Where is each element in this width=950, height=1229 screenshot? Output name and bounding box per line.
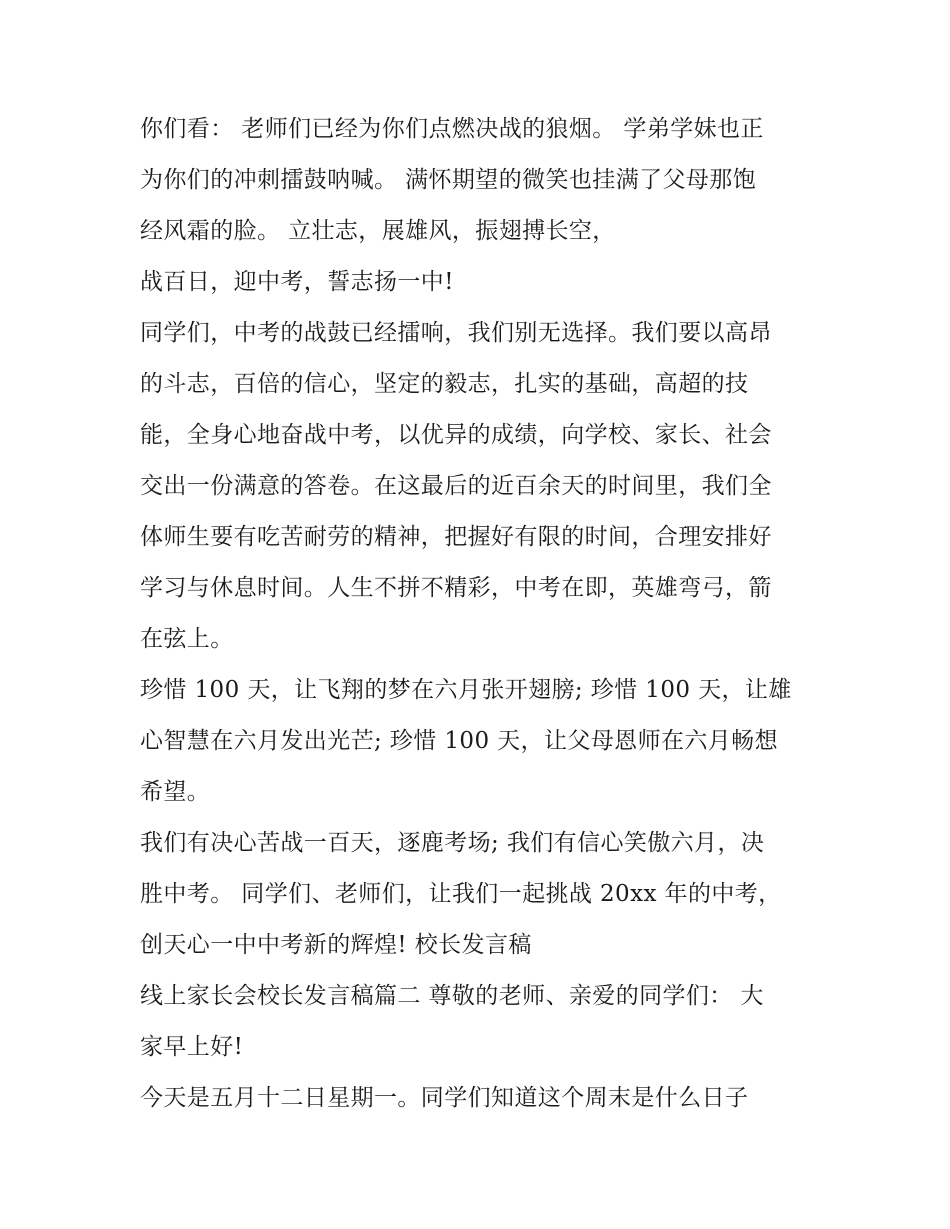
text-line: 希望。	[140, 779, 211, 805]
text-line: 学习与休息时间。人生不拼不精彩，中考在即，英雄弯弓，箭	[140, 575, 772, 601]
text-line: 胜中考。 同学们、老师们，让我们一起挑战 20xx 年的中考，	[140, 881, 782, 907]
text-line: 体师生要有吃苦耐劳的精神，把握好有限的时间，合理安排好	[140, 524, 772, 550]
text-line: 能，全身心地奋战中考，以优异的成绩，向学校、家长、社会	[140, 422, 772, 448]
text-line: 线上家长会校长发言稿篇二 尊敬的老师、亲爱的同学们： 大	[140, 983, 764, 1009]
text-line: 同学们，中考的战鼓已经擂响，我们别无选择。我们要以高昂	[140, 320, 772, 346]
text-line: 家早上好!	[140, 1034, 244, 1060]
text-line: 的斗志，百倍的信心，坚定的毅志，扎实的基础，高超的技	[140, 371, 749, 397]
text-line: 在弦上。	[140, 626, 234, 652]
text-line: 交出一份满意的答卷。在这最后的近百余天的时间里，我们全	[140, 473, 772, 499]
text-line: 心智慧在六月发出光芒; 珍惜 100 天，让父母恩师在六月畅想	[140, 728, 778, 754]
text-line: 你们看： 老师们已经为你们点燃决战的狼烟。 学弟学妹也正	[140, 116, 764, 142]
text-line: 我们有决心苦战一百天，逐鹿考场; 我们有信心笑傲六月，决	[140, 830, 765, 856]
text-line: 战百日，迎中考，誓志扬一中!	[140, 269, 454, 295]
text-line: 珍惜 100 天，让飞翔的梦在六月张开翅膀; 珍惜 100 天，让雄	[140, 677, 792, 703]
body-text	[140, 104, 820, 1124]
text-line: 为你们的冲刺擂鼓呐喊。 满怀期望的微笑也挂满了父母那饱	[140, 167, 757, 193]
text-line: 今天是五月十二日星期一。同学们知道这个周末是什么日子	[140, 1085, 749, 1111]
text-line: 创天心一中中考新的辉煌! 校长发言稿	[140, 932, 532, 958]
text-line: 经风霜的脸。 立壮志，展雄风，振翅搏长空，	[140, 218, 616, 244]
